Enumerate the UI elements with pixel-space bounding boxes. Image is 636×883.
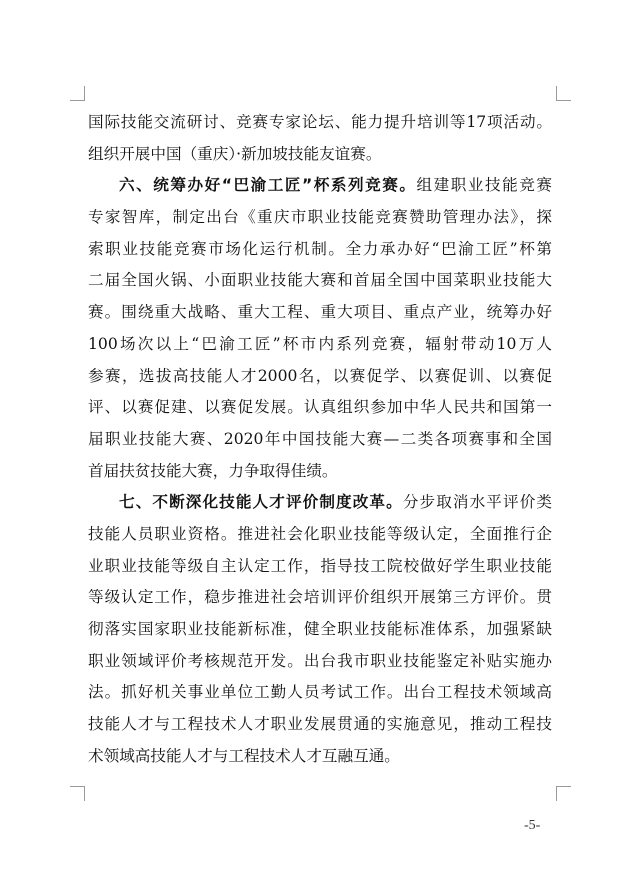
- page-number: -5-: [524, 818, 541, 833]
- paragraph-line: [88, 297, 552, 329]
- line-text: 届职业技能大赛、2020年中国技能大赛—二类各项赛事和全国: [88, 429, 552, 448]
- paragraph-line: [88, 265, 552, 297]
- paragraph-line: [88, 741, 552, 773]
- crop-mark-bottom-left: [70, 786, 85, 801]
- paragraph-line: [88, 234, 552, 266]
- line-text: 职业领域评价考核规范开发。出台我市职业技能鉴定补贴实施办: [88, 651, 552, 670]
- paragraph-line: [88, 709, 552, 741]
- line-text: 等级认定工作，稳步推进社会培训评价组织开展第三方评价。贯: [88, 588, 552, 607]
- paragraph-line: [88, 456, 552, 488]
- line-text: 二届全国火锅、小面职业技能大赛和首届全国中国菜职业技能大: [88, 271, 552, 290]
- line-text: 索职业技能竞赛市场化运行机制。全力承办好“巴渝工匠”杯第: [88, 239, 552, 258]
- paragraph-line: [88, 551, 552, 583]
- section-heading-line: [88, 170, 552, 202]
- line-text: 首届扶贫技能大赛，力争取得佳绩。: [88, 461, 338, 480]
- line-text: 组织开展中国（重庆）·新加坡技能友谊赛。: [88, 144, 382, 163]
- line-text: 评、以赛促建、以赛促发展。认真组织参加中华人民共和国第一: [88, 398, 552, 417]
- section-heading: 六、统筹办好“巴渝工匠”杯系列竞赛。: [119, 176, 417, 195]
- paragraph-line: [88, 107, 552, 139]
- paragraph-line: [88, 392, 552, 424]
- line-text: 业职业技能等级自主认定工作，指导技工院校做好学生职业技能: [88, 556, 552, 575]
- crop-mark-bottom-right: [556, 786, 571, 801]
- line-text: 分步取消水平评价类: [402, 493, 552, 512]
- line-text: 国际技能交流研讨、竞赛专家论坛、能力提升培训等17项活动。: [88, 113, 552, 131]
- crop-mark-top-left: [70, 86, 85, 101]
- section-heading-line: [88, 487, 552, 519]
- paragraph-line: [88, 361, 552, 393]
- body-text: [88, 107, 552, 772]
- paragraph-line: [88, 202, 552, 234]
- line-text: 术领域高技能人才与工程技术人才互融互通。: [88, 746, 400, 765]
- line-text: 技能人员职业资格。推进社会化职业技能等级认定，全面推行企: [88, 524, 552, 543]
- paragraph-line: [88, 677, 552, 709]
- paragraph-line: [88, 646, 552, 678]
- line-text: 组建职业技能竞赛: [416, 176, 552, 195]
- line-text: 技能人才与工程技术人才职业发展贯通的实施意见，推动工程技: [88, 715, 552, 734]
- paragraph-line: [88, 329, 552, 361]
- paragraph-line: [88, 582, 552, 614]
- line-text: 专家智库，制定出台《重庆市职业技能竞赛赞助管理办法》，探: [88, 208, 552, 227]
- section-heading: 七、不断深化技能人才评价制度改革。: [119, 493, 403, 512]
- line-text: 100场次以上“巴渝工匠”杯市内系列竞赛，辐射带动10万人: [88, 334, 552, 353]
- line-text: 赛。围绕重大战略、重大工程、重大项目、重点产业，统筹办好: [88, 303, 552, 322]
- line-text: 法。抓好机关事业单位工勤人员考试工作。出台工程技术领域高: [88, 683, 552, 702]
- line-text: 参赛，选拔高技能人才2000名，以赛促学、以赛促训、以赛促: [88, 366, 552, 385]
- paragraph-line: [88, 614, 552, 646]
- line-text: 彻落实国家职业技能新标准，健全职业技能标准体系，加强紧缺: [88, 620, 552, 638]
- crop-mark-top-right: [556, 86, 571, 101]
- paragraph-line: [88, 519, 552, 551]
- paragraph-line: [88, 139, 552, 171]
- paragraph-line: [88, 424, 552, 456]
